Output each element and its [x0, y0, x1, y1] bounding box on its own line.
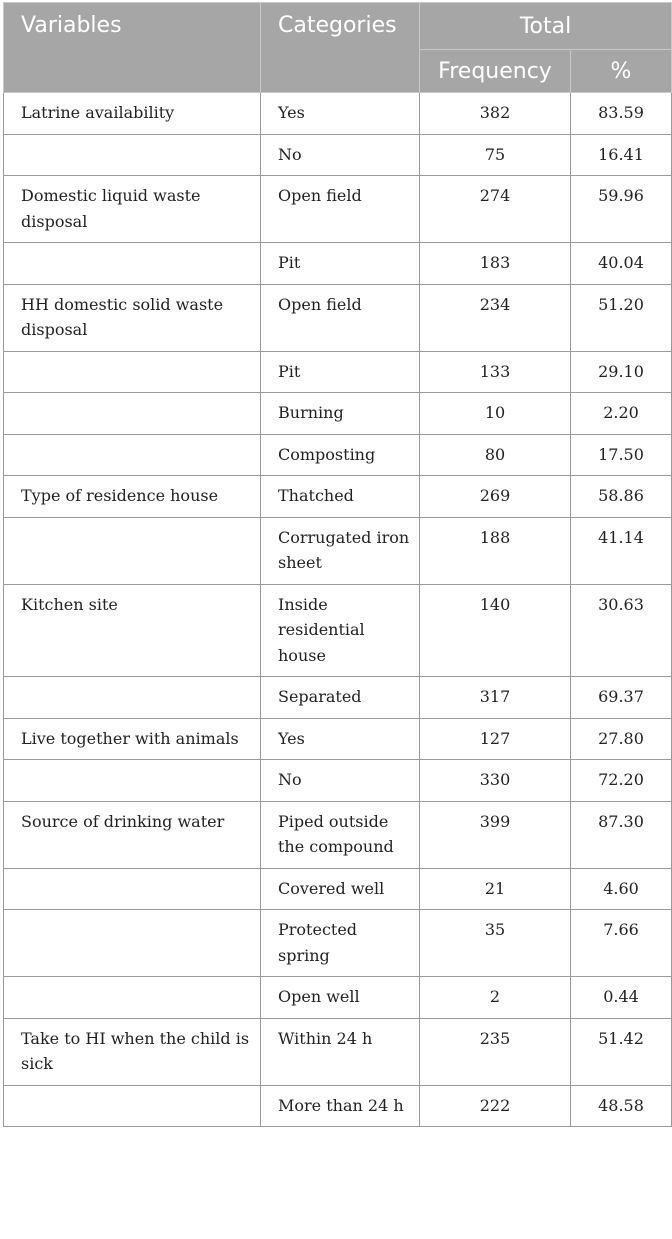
- cell-frequency: 2: [420, 977, 571, 1019]
- table-row: [4, 977, 672, 1019]
- table-row: [4, 760, 672, 802]
- cell-variable: [4, 977, 261, 1019]
- cell-frequency: 222: [420, 1085, 571, 1127]
- cell-category: Composting: [261, 434, 420, 476]
- cell-category: Inside residential house: [261, 584, 420, 677]
- header-categories: Categories: [261, 3, 420, 93]
- cell-percent: 29.10: [571, 351, 672, 393]
- cell-frequency: 382: [420, 93, 571, 135]
- table-row: [4, 517, 672, 584]
- cell-variable: Take to HI when the child is sick: [4, 1018, 261, 1085]
- cell-frequency: 21: [420, 868, 571, 910]
- cell-category: Covered well: [261, 868, 420, 910]
- cell-percent: 2.20: [571, 393, 672, 435]
- cell-frequency: 330: [420, 760, 571, 802]
- cell-percent: 58.86: [571, 476, 672, 518]
- cell-percent: 72.20: [571, 760, 672, 802]
- cell-frequency: 80: [420, 434, 571, 476]
- table-row: [4, 284, 672, 351]
- cell-percent: 16.41: [571, 134, 672, 176]
- cell-category: Yes: [261, 718, 420, 760]
- cell-frequency: 188: [420, 517, 571, 584]
- cell-frequency: 127: [420, 718, 571, 760]
- cell-percent: 7.66: [571, 910, 672, 977]
- table-row: [4, 1085, 672, 1127]
- cell-category: Open field: [261, 284, 420, 351]
- cell-category: Protected spring: [261, 910, 420, 977]
- cell-frequency: 269: [420, 476, 571, 518]
- cell-percent: 4.60: [571, 868, 672, 910]
- cell-category: Thatched: [261, 476, 420, 518]
- table-row: [4, 718, 672, 760]
- table-row: [4, 393, 672, 435]
- cell-frequency: 317: [420, 677, 571, 719]
- table-body: [4, 93, 672, 1127]
- cell-frequency: 235: [420, 1018, 571, 1085]
- header-percent: %: [571, 50, 672, 93]
- cell-frequency: 10: [420, 393, 571, 435]
- cell-variable: Kitchen site: [4, 584, 261, 677]
- cell-percent: 41.14: [571, 517, 672, 584]
- cell-percent: 17.50: [571, 434, 672, 476]
- cell-variable: [4, 517, 261, 584]
- cell-percent: 69.37: [571, 677, 672, 719]
- cell-variable: Source of drinking water: [4, 801, 261, 868]
- cell-frequency: 75: [420, 134, 571, 176]
- table-row: [4, 93, 672, 135]
- cell-percent: 51.20: [571, 284, 672, 351]
- cell-percent: 27.80: [571, 718, 672, 760]
- cell-variable: [4, 393, 261, 435]
- cell-frequency: 183: [420, 243, 571, 285]
- cell-category: Piped outside the compound: [261, 801, 420, 868]
- table-row: [4, 243, 672, 285]
- cell-variable: [4, 434, 261, 476]
- table-row: [4, 476, 672, 518]
- table-header: [4, 3, 672, 93]
- cell-percent: 83.59: [571, 93, 672, 135]
- cell-category: Pit: [261, 351, 420, 393]
- cell-category: Corrugated iron sheet: [261, 517, 420, 584]
- cell-category: Open field: [261, 176, 420, 243]
- cell-category: No: [261, 134, 420, 176]
- header-frequency: Frequency: [420, 50, 571, 93]
- table-row: [4, 351, 672, 393]
- header-row-top: [4, 3, 672, 50]
- cell-frequency: 234: [420, 284, 571, 351]
- cell-variable: Domestic liquid waste disposal: [4, 176, 261, 243]
- data-table: [3, 2, 672, 1127]
- cell-variable: [4, 1085, 261, 1127]
- header-total: Total: [420, 3, 672, 50]
- cell-percent: 59.96: [571, 176, 672, 243]
- table-row: [4, 584, 672, 677]
- cell-frequency: 399: [420, 801, 571, 868]
- cell-variable: Latrine availability: [4, 93, 261, 135]
- cell-category: Within 24 h: [261, 1018, 420, 1085]
- cell-percent: 87.30: [571, 801, 672, 868]
- cell-variable: [4, 134, 261, 176]
- cell-variable: [4, 677, 261, 719]
- table-row: [4, 868, 672, 910]
- cell-percent: 48.58: [571, 1085, 672, 1127]
- table-row: [4, 176, 672, 243]
- cell-frequency: 133: [420, 351, 571, 393]
- cell-variable: [4, 868, 261, 910]
- cell-category: Separated: [261, 677, 420, 719]
- cell-variable: [4, 243, 261, 285]
- cell-percent: 0.44: [571, 977, 672, 1019]
- table-row: [4, 434, 672, 476]
- cell-frequency: 35: [420, 910, 571, 977]
- table-row: [4, 910, 672, 977]
- cell-category: Pit: [261, 243, 420, 285]
- cell-variable: HH domestic solid waste disposal: [4, 284, 261, 351]
- cell-frequency: 274: [420, 176, 571, 243]
- cell-variable: Type of residence house: [4, 476, 261, 518]
- cell-category: No: [261, 760, 420, 802]
- cell-variable: Live together with animals: [4, 718, 261, 760]
- cell-variable: [4, 351, 261, 393]
- cell-percent: 51.42: [571, 1018, 672, 1085]
- cell-variable: [4, 910, 261, 977]
- table-row: [4, 1018, 672, 1085]
- cell-percent: 30.63: [571, 584, 672, 677]
- cell-frequency: 140: [420, 584, 571, 677]
- table-row: [4, 134, 672, 176]
- cell-category: More than 24 h: [261, 1085, 420, 1127]
- table-row: [4, 801, 672, 868]
- table-row: [4, 677, 672, 719]
- cell-category: Open well: [261, 977, 420, 1019]
- cell-category: Yes: [261, 93, 420, 135]
- cell-percent: 40.04: [571, 243, 672, 285]
- cell-variable: [4, 760, 261, 802]
- header-variables: Variables: [4, 3, 261, 93]
- cell-category: Burning: [261, 393, 420, 435]
